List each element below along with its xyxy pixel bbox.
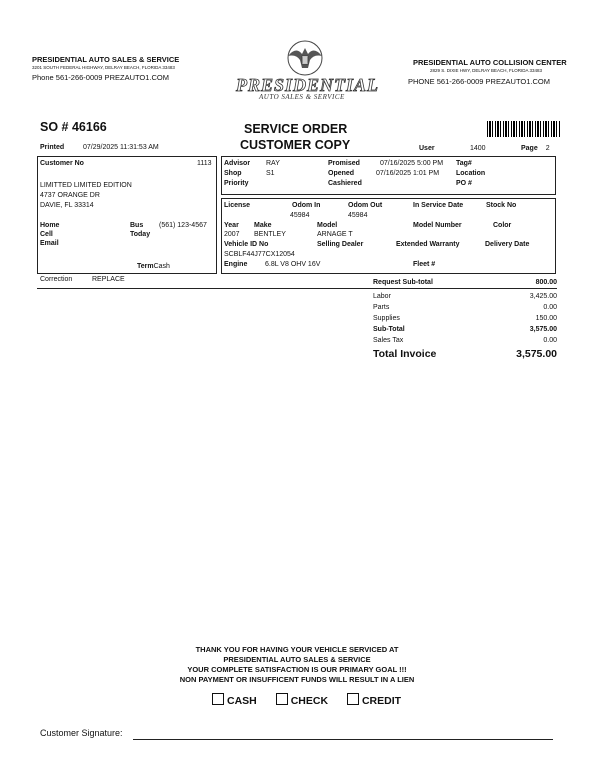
cash-label: CASH [227,695,257,707]
bus-label: Bus [130,222,144,229]
request-subtotal-label: Request Sub-total [373,279,433,286]
shop-value: S1 [266,170,275,177]
term-value: Cash [153,263,170,270]
license-label: License [224,202,251,209]
collision-center-address: 2829 S. DIXIE HWY, DELRAY BEACH, FLORIDA 33483 [430,68,543,73]
po-label: PO # [456,180,472,187]
page-label-text: Page [521,145,538,152]
odom-in-value: 45984 [290,212,310,219]
cashiered-label: Cashiered [328,180,362,187]
cell-label: Cell [40,231,53,238]
in-service-label: In Service Date [413,202,464,209]
page-number: 2 [545,145,550,152]
customer-no-value: 1113 [197,160,212,167]
user-value: 1400 [470,145,486,152]
request-subtotal-value: 800.00 [535,279,557,286]
payment-options [212,693,401,707]
engine-label: Engine [224,261,248,268]
dealer-phone: Phone 561-266-0009 PREZAUTO1.COM [32,73,170,82]
check-label: CHECK [290,695,329,707]
selling-dealer-label: Selling Dealer [317,241,364,248]
page-label [521,145,550,152]
correction-value: REPLACE [92,276,125,283]
parts-label: Parts [373,304,390,311]
term-row [137,263,170,270]
model-number-label: Model Number [413,222,462,229]
correction-divider [37,288,557,289]
logo-subtitle: AUTO SALES & SERVICE [259,93,345,101]
labor-value: 3,425.00 [529,293,557,300]
priority-label: Priority [224,180,249,187]
model-value: ARNAGE T [317,231,353,238]
sales-tax-label: Sales Tax [373,337,404,344]
service-order-title: SERVICE ORDER [244,122,348,136]
advisor-value: RAY [266,160,280,167]
email-label: Email [40,240,59,247]
barcode [487,121,561,137]
tag-label: Tag# [456,160,472,167]
model-label: Model [317,222,338,229]
cash-checkbox[interactable] [212,693,224,705]
credit-option[interactable] [347,695,401,707]
customer-street: 4737 ORANGE DR [40,192,100,199]
stock-label: Stock No [486,202,517,209]
term-label: Term [137,263,154,270]
user-label: User [419,145,435,152]
sales-tax-value: 0.00 [543,337,557,344]
shop-label: Shop [224,170,242,177]
year-label: Year [224,222,239,229]
color-label: Color [493,222,512,229]
credit-label: CREDIT [361,695,402,707]
home-label: Home [40,222,60,229]
odom-in-label: Odom In [292,202,321,209]
bus-value: (561) 123-4567 [159,222,207,229]
fleet-label: Fleet # [413,261,436,268]
vin-label: Vehicle ID No [224,241,269,248]
engine-value: 6.8L V8 OHV 16V [265,261,321,268]
credit-checkbox[interactable] [347,693,359,705]
advisor-label: Advisor [224,160,251,167]
odom-out-value: 45984 [348,212,368,219]
logo-wordmark: PRESIDENTIAL [236,75,380,95]
signature-label: Customer Signature: [40,728,123,738]
extended-warranty-label: Extended Warranty [396,241,460,248]
location-label: Location [456,170,486,177]
check-checkbox[interactable] [276,693,288,705]
customer-no-label: Customer No [40,160,84,167]
footer-line-3: YOUR COMPLETE SATISFACTION IS OUR PRIMARY GOAL !!! [187,665,407,674]
vin-value: SCBLF44J77CX12054 [224,251,295,258]
footer-message [150,645,444,685]
correction-label: Correction [40,276,73,283]
labor-label: Labor [373,293,391,300]
supplies-label: Supplies [373,315,400,322]
signature-line[interactable] [133,739,553,740]
customer-name: LIMITTED LIMITED EDITION [40,182,132,189]
opened-value: 07/16/2025 1:01 PM [376,170,440,177]
year-value: 2007 [224,231,240,238]
printed-label: Printed [40,144,65,151]
customer-copy-title: CUSTOMER COPY [240,138,351,152]
dealer-address: 3201 SOUTH FEDERAL HIGHWAY, DELRAY BEACH, FLORIDA 33483 [32,65,175,70]
footer-line-2: PRESIDENTIAL AUTO SALES & SERVICE [223,655,371,664]
customer-box [37,156,217,274]
today-label: Today [130,231,151,238]
customer-city: DAVIE, FL 33314 [40,202,94,209]
footer-line-4: NON PAYMENT OR INSUFFICENT FUNDS WILL RESULT IN A LIEN [179,675,415,684]
total-invoice-label: Total Invoice [373,348,437,360]
make-label: Make [254,222,272,229]
delivery-date-label: Delivery Date [485,241,530,248]
make-value: BENTLEY [254,231,286,238]
so-prefix: SO # [40,120,69,134]
parts-value: 0.00 [543,304,557,311]
cash-option[interactable] [212,695,257,707]
so-label [40,120,107,134]
collision-center-phone: PHONE 561-266-0009 PREZAUTO1.COM [408,77,550,86]
footer-line-1: THANK YOU FOR HAVING YOUR VEHICLE SERVICED AT [195,645,399,654]
subtotal-value: 3,575.00 [529,326,557,333]
promised-label: Promised [328,160,360,167]
total-invoice-value: 3,575.00 [516,348,557,360]
opened-label: Opened [328,170,355,177]
collision-center-name: PRESIDENTIAL AUTO COLLISION CENTER [413,58,567,67]
supplies-value: 150.00 [535,315,557,322]
odom-out-label: Odom Out [348,202,383,209]
dealer-name: PRESIDENTIAL AUTO SALES & SERVICE [32,55,180,64]
check-option[interactable] [276,695,328,707]
so-number: 46166 [71,120,107,134]
printed-value: 07/29/2025 11:31:53 AM [83,144,159,151]
subtotal-label: Sub-Total [373,326,405,333]
eagle-seal-icon [282,38,328,78]
promised-value: 07/16/2025 5:00 PM [380,160,444,167]
